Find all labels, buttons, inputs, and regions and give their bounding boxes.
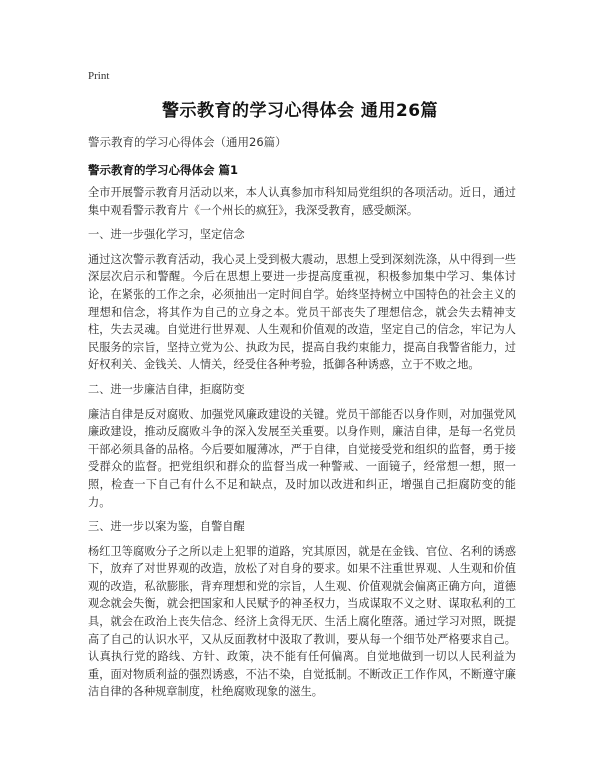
paragraph-3: 杨红卫等腐败分子之所以走上犯罪的道路，究其原因，就是在金钱、官位、名利的诱惑下，放弃了对世界观的改造，放松了对自身的要求。如果不注重世界观、人生观和价值观的改造，私欲膨胀，背弃理想和党的宗旨，人生观、价值观就会偏离正确方向，道德观念就会失衡，就会把国家和人民赋予的神圣权力，当成谋取不义之财、谋取私利的工具，就会在政治上丧失信念、经济上贪得无厌、生活上腐化堕落。通过学习对照，既提高了自己的认识水平，又从反面教材中汲取了教训，要从每一个细节处严格要求自己。认真执行党的路线、方针、政策，决不能有任何偏离。自觉地做到一切以人民利益为重，面对物质利益的强烈诱惑，不沾不染，自觉抵制。不断改正工作作风，不断遵守廉洁自律的各种规章制度，杜绝腐败现象的滋生。 bbox=[88, 544, 516, 699]
page-title: 警示教育的学习心得体会 通用26篇 bbox=[161, 101, 439, 121]
intro-paragraph: 全市开展警示教育月活动以来，本人认真参加市科知局党组织的各项活动。近日，通过集中观看警示教育片《一个州长的疯狂》，我深受教育，感受颇深。 bbox=[88, 186, 516, 217]
subheading-2: 二、进一步廉洁自律，拒腐防变 bbox=[88, 382, 245, 396]
paragraph-2: 廉洁自律是反对腐败、加强党风廉政建设的关键。党员干部能否以身作则，对加强党风廉政建设，推动反腐败斗争的深入发展至关重要。以身作则，廉洁自律，是每一名党员干部必须具备的品格。今后要如履薄冰，严于自律，自觉接受党和组织的监督，勇于接受群众的监督。把党组织和群众的监督当成一种警戒、一面镜子，经常想一想，照一照，检查一下自己有什么不足和缺点，及时加以改进和纠正，增强自己拒腐防变的能力。 bbox=[88, 407, 516, 509]
subheading-1: 一、进一步强化学习，坚定信念 bbox=[88, 228, 245, 242]
paragraph-1: 通过这次警示教育活动，我心灵上受到极大震动，思想上受到深刻洗涤，从中得到一些深层次启示和警醒。今后在思想上要进一步提高度重视，积极参加集中学习、集体讨论，在紧张的工作之余，必须抽出一定时间自学。始终坚持树立中国特色的社会主义的理想和信念，将其作为自己的立身之本。党员干部丧失了理想信念，就会失去精神支柱，失去灵魂。自觉进行世界观、人生观和价值观的改造，坚定自己的信念，牢记为人民服务的宗旨，坚持立党为公、执政为民，提高自我约束能力，提高自我警省能力，过好权利关、金钱关、人情关，经受住各种考验，抵御各种诱惑，立于不败之地。 bbox=[88, 252, 516, 372]
print-link[interactable]: Print bbox=[88, 70, 110, 82]
document-subtitle: 警示教育的学习心得体会（通用26篇） bbox=[88, 135, 287, 149]
subheading-3: 三、进一步以案为鉴，自警自醒 bbox=[88, 520, 245, 534]
article-body bbox=[88, 184, 516, 708]
section-title: 警示教育的学习心得体会 篇1 bbox=[88, 163, 239, 177]
